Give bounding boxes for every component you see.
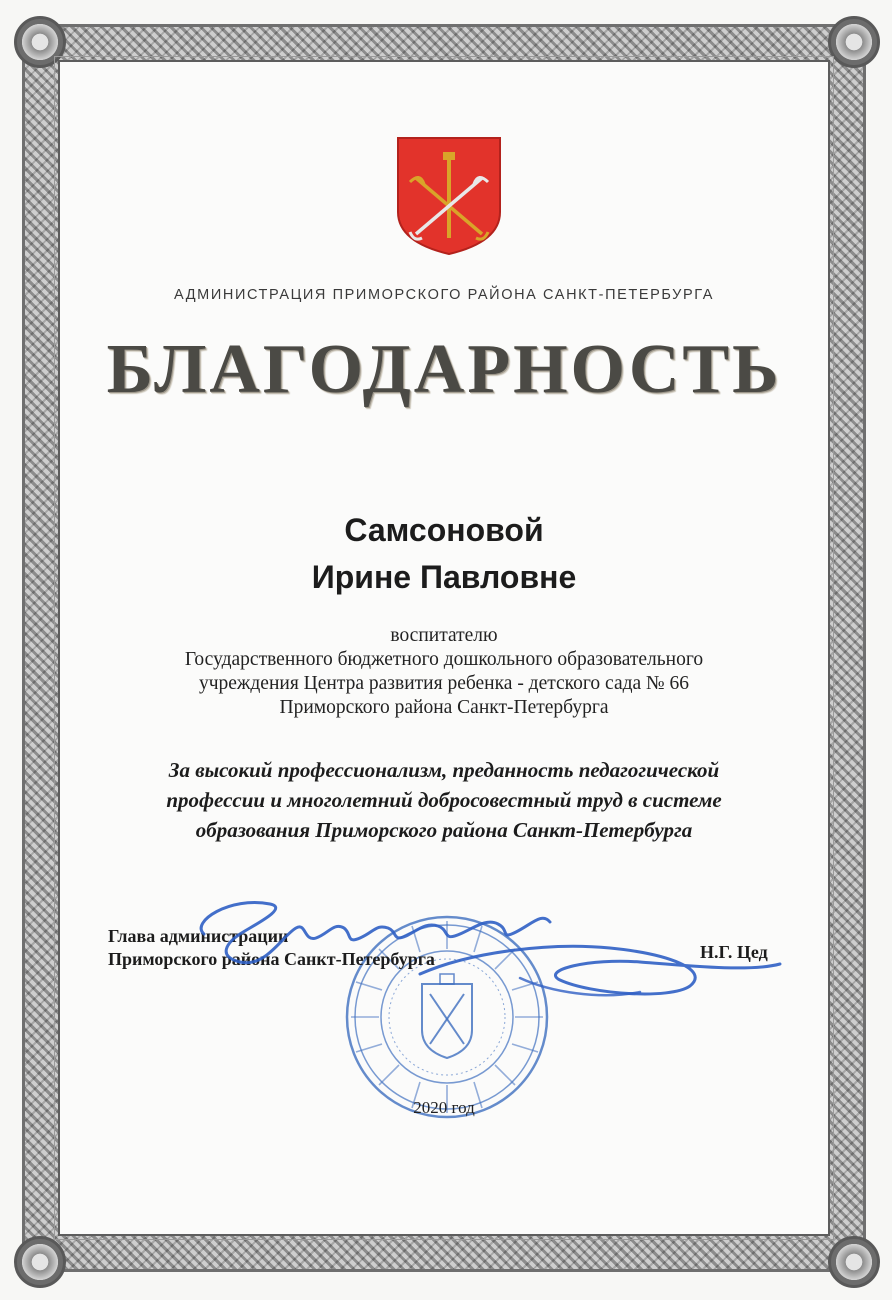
reason-line: профессии и многолетний добросовестный труд в системе [166,788,722,812]
signatory-title-line: Приморского района Санкт-Петербурга [108,949,435,969]
position-line: учреждения Центра развития ребенка - детского сада № 66 [198,673,690,694]
recipient-surname: Самсоновой [344,512,544,548]
certificate-title: БЛАГОДАРНОСТЬ [106,331,782,408]
position-line: Приморского района Санкт-Петербурга [279,697,609,718]
issue-year: 2020 год [413,1098,475,1117]
reason-line: образования Приморского района Санкт-Петербурга [195,818,693,842]
position-line: Государственного бюджетного дошкольного образовательного [184,649,704,670]
organization-name: АДМИНИСТРАЦИЯ ПРИМОРСКОГО РАЙОНА САНКТ-ПЕТЕРБУРГА [174,287,714,303]
signatory-name: Н.Г. Цед [700,942,768,962]
handwritten-signature-icon [170,882,810,1012]
frame-corner-ornament [14,1236,66,1288]
coat-of-arms-icon [394,134,504,258]
frame-corner-ornament [828,1236,880,1288]
position-line: воспитателю [390,625,498,646]
signatory-title-line: Глава администрации [108,926,289,946]
recipient-given-names: Ирине Павловне [311,559,577,595]
reason-line: За высокий профессионализм, преданность педагогической [168,758,720,782]
certificate-content [60,62,828,1234]
frame-corner-ornament [828,16,880,68]
